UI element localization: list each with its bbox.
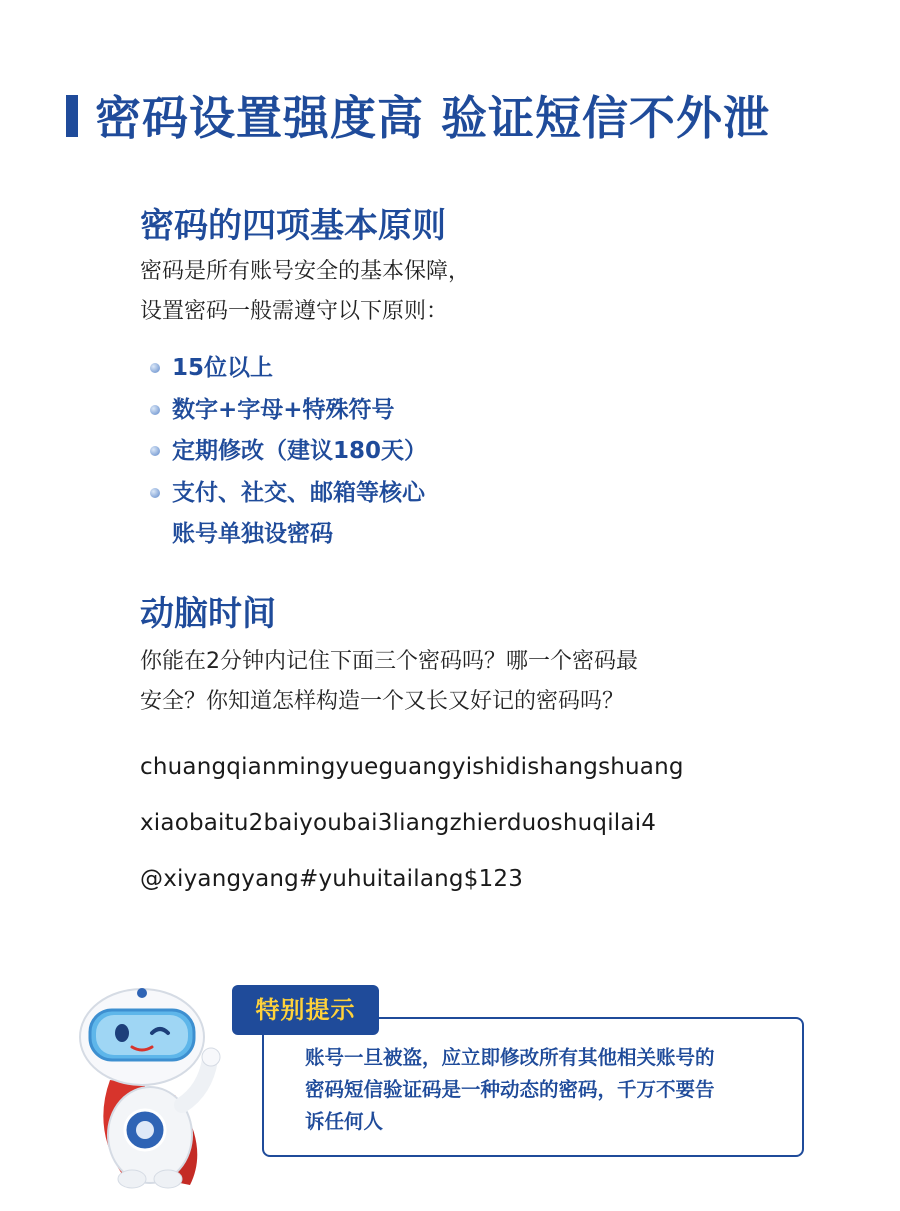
page-title: 密码设置强度高 验证短信不外泄	[95, 91, 771, 145]
list-item	[150, 431, 427, 473]
tip-line: 密码短信验证码是一种动态的密码，千万不要告	[305, 1078, 715, 1101]
list-item	[150, 390, 427, 432]
tip-line: 账号一旦被盗，应立即修改所有其他相关账号的	[305, 1046, 715, 1069]
robot-mascot-icon	[70, 985, 230, 1190]
bullet-icon	[150, 446, 160, 456]
intro-line: 密码是所有账号安全的基本保障，	[140, 259, 471, 284]
rule-text: 账号单独设密码	[172, 521, 333, 547]
rule-text: 支付、社交、邮箱等核心	[172, 479, 425, 506]
principles-heading: 密码的四项基本原则	[140, 206, 446, 246]
list-item	[150, 348, 427, 390]
question-line: 你能在2分钟内记住下面三个密码吗？哪一个密码最	[140, 649, 638, 674]
password-example: @xiyangyang#yuhuitailang$123	[140, 866, 524, 892]
password-example: chuangqianmingyueguangyishidishangshuang	[140, 754, 684, 780]
rule-text: 15位以上	[172, 355, 274, 381]
brainstorm-heading: 动脑时间	[140, 594, 276, 634]
intro-line: 设置密码一般需遵守以下原则：	[140, 299, 449, 324]
question-line: 安全？你知道怎样构造一个又长又好记的密码吗？	[140, 689, 625, 714]
rule-text: 数字+字母+特殊符号	[172, 396, 395, 423]
brainstorm-question	[140, 642, 638, 722]
rule-text: 定期修改（建议180天）	[172, 438, 428, 464]
bullet-icon	[150, 363, 160, 373]
bullet-icon	[150, 405, 160, 415]
tip-line: 诉任何人	[305, 1110, 384, 1133]
principles-list	[150, 348, 427, 556]
tip-text	[305, 1042, 715, 1138]
bullet-icon	[150, 488, 160, 498]
principles-intro	[140, 252, 470, 332]
title-accent-bar	[66, 95, 78, 137]
list-item	[150, 473, 427, 556]
tip-label: 特别提示	[232, 985, 379, 1035]
password-example: xiaobaitu2baiyoubai3liangzhierduoshuqilai4	[140, 810, 657, 836]
